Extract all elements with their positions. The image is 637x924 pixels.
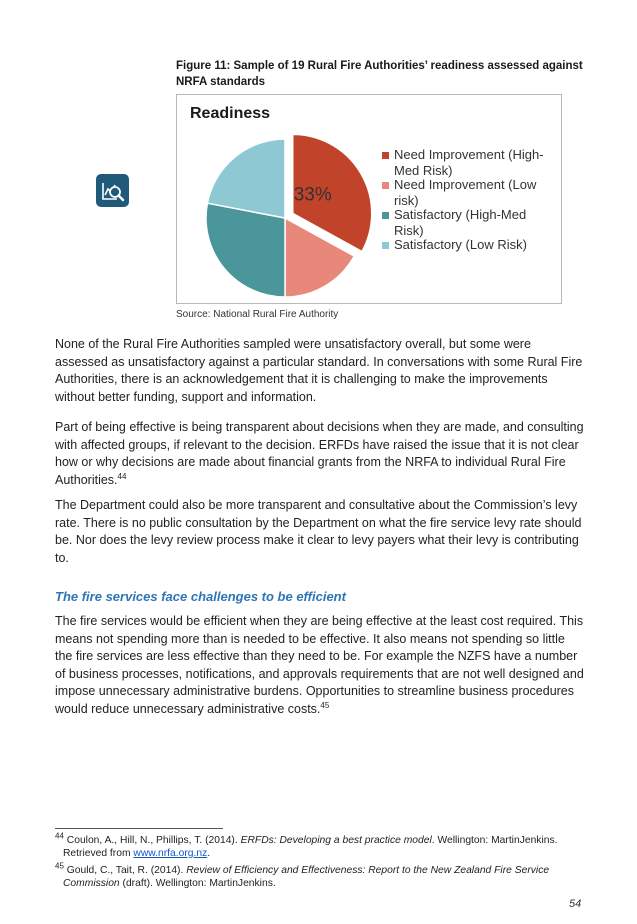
pie-chart (177, 95, 377, 303)
pie-slice (206, 203, 285, 297)
chart-magnifier-icon (96, 174, 129, 207)
footnote-44 (55, 831, 585, 860)
footnote-number: 44 (55, 831, 64, 841)
footnote-retrieved: Retrieved from (63, 848, 131, 859)
page-number: 54 (569, 898, 582, 910)
figure-source: Source: National Rural Fire Authority (176, 309, 339, 320)
legend-label: Need Improvement (High- (394, 147, 544, 162)
paragraph (55, 419, 585, 489)
footnote-ref[interactable]: 44 (117, 471, 127, 481)
footnote-publisher: . Wellington: MartinJenkins. (431, 835, 558, 846)
legend-label-cont: Med Risk) (394, 163, 453, 178)
footnote-authors: Coulon, A., Hill, N., Phillips, T. (2014). (66, 835, 238, 846)
legend-item (382, 207, 558, 237)
legend-item (382, 147, 558, 177)
legend-label-cont: risk) (394, 193, 419, 208)
footnote-link[interactable]: www.nrfa.org.nz (133, 848, 208, 859)
footnote-title: ERFDs: Developing a best practice model (240, 835, 432, 846)
paragraph (55, 613, 585, 719)
figure-caption (176, 58, 596, 90)
footnote-title-cont: Commission (63, 878, 120, 889)
footnote-publisher: (draft). Wellington: MartinJenkins. (122, 878, 276, 889)
legend-swatch (382, 242, 389, 249)
legend-swatch (382, 212, 389, 219)
footnote-divider (55, 828, 223, 829)
legend-item (382, 177, 558, 207)
legend-swatch (382, 182, 389, 189)
figure-caption-line-1: Figure 11: Sample of 19 Rural Fire Authorities’ readiness assessed against (176, 60, 583, 72)
paragraph-text: Part of being effective is being transparent about decisions when they are made, and consulting with affected groups, if relevant to the decision. ERFDs have raised the issue that it is not clear how or why decisions are made about financial grants from the NRFA to individual Rural Fire Authorities. (55, 420, 584, 487)
footnote-authors: Gould, C., Tait, R. (2014). (66, 865, 184, 876)
figure-caption-line-2: NRFA standards (176, 76, 266, 88)
paragraph: The Department could also be more transparent and consultative about the Commission’s levy rate. There is no public consultation by the Department on what the fire service levy rate should be. Nor does the levy review process make it clear to levy payers what their levy is contributing to. (55, 498, 582, 565)
pie-slice (207, 139, 285, 218)
pie-data-label: 33% (293, 184, 332, 206)
legend-item (382, 237, 558, 257)
chart-legend (382, 147, 558, 257)
readiness-chart (176, 94, 562, 304)
footnote-title: Review of Efficiency and Effectiveness: Report to the New Zealand Fire Service (186, 865, 550, 876)
paragraph-text: The fire services would be efficient when they are being effective at the least cost required. This means not spending more than is needed to be effective. It also means not spending so little the fire services are less effective than they need to be. For example the NZFS have a number of business processes, notifications, and approvals requirements that are not well designed and impose unnecessary administrative burdens. Opportunities to streamline business procedures would reduce unnecessary administrative costs. (55, 614, 584, 716)
footnote-ref[interactable]: 45 (320, 700, 330, 710)
footnote-45 (55, 861, 585, 890)
paragraph: None of the Rural Fire Authorities sampled were unsatisfactory overall, but some were assessed as unsatisfactory against a particular standard. In conversations with some Rural Fire Authorities, there is an acknowledgement that it is challenging to make the improvements without better funding, support and information. (55, 337, 583, 404)
legend-label: Satisfactory (Low Risk) (394, 237, 527, 252)
legend-label: Satisfactory (High-Med Risk) (394, 207, 527, 238)
legend-label: Need Improvement (Low (394, 177, 537, 192)
section-heading: The fire services face challenges to be efficient (55, 589, 346, 604)
footnote-end: . (207, 848, 211, 859)
footnote-number: 45 (55, 861, 64, 871)
legend-swatch (382, 152, 389, 159)
chart-title: Readiness (190, 105, 271, 122)
